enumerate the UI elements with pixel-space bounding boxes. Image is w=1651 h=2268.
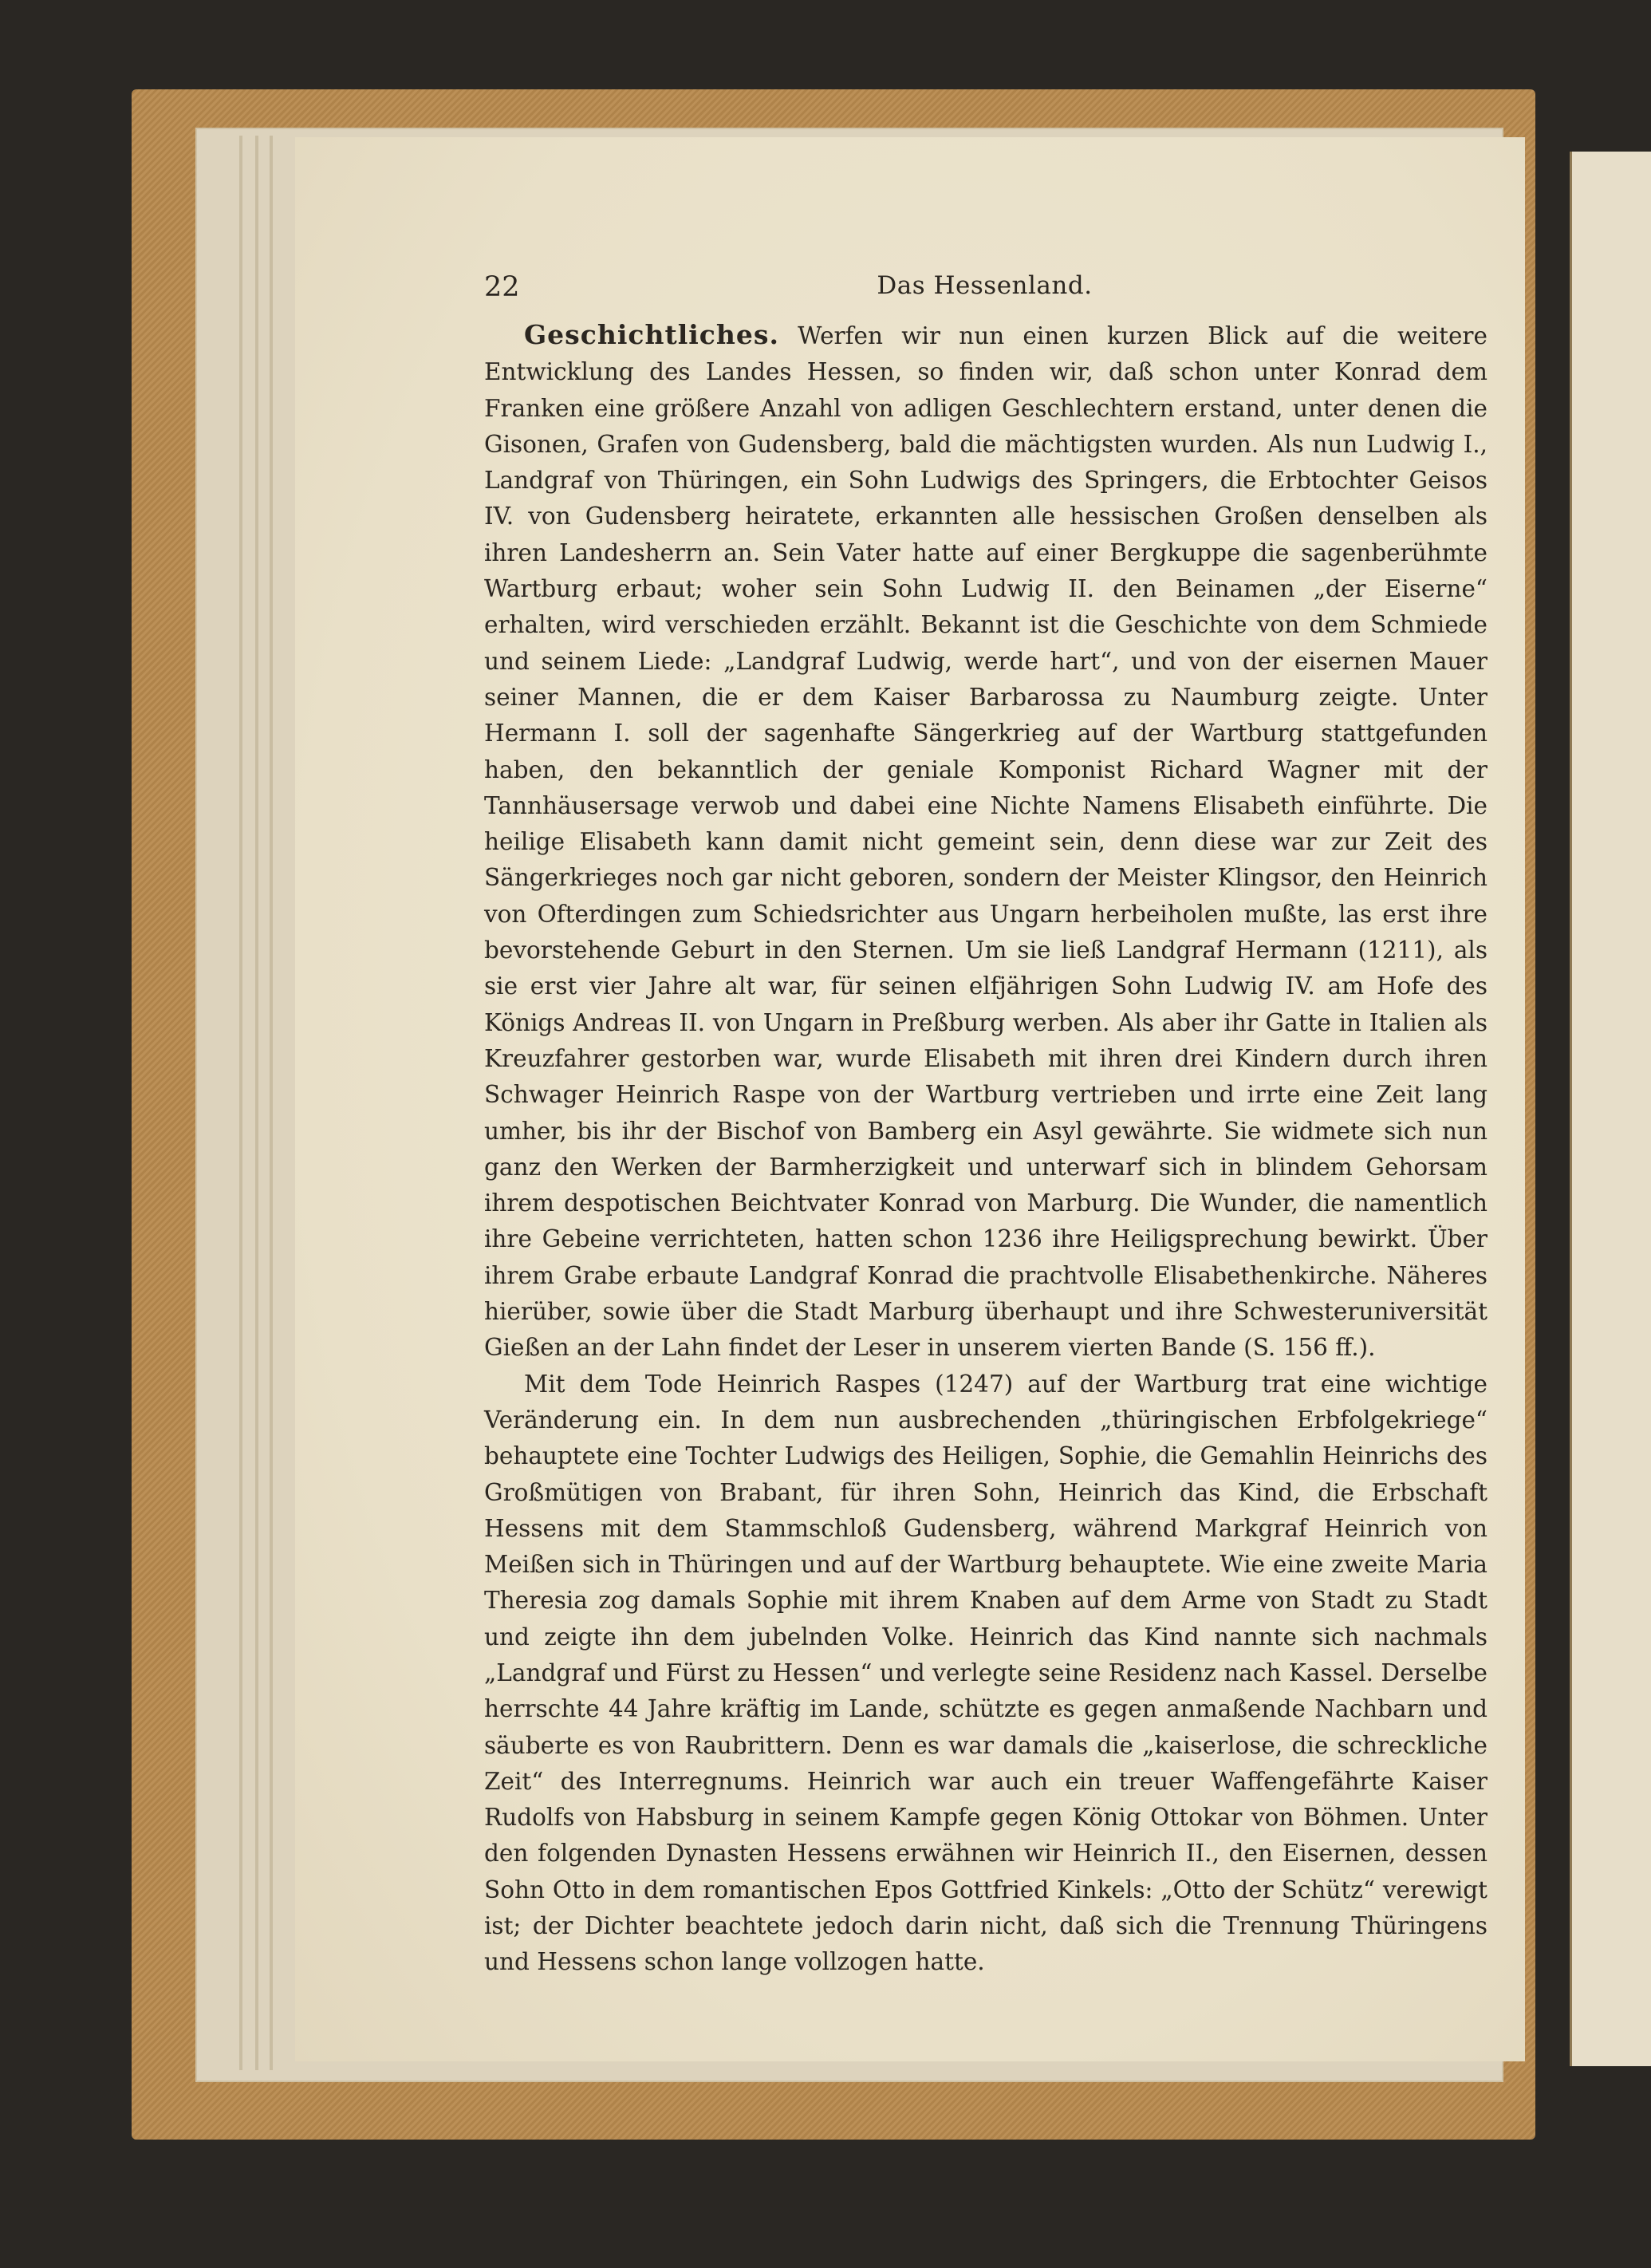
page-edge-line [239, 136, 242, 2070]
page-number: 22 [484, 271, 520, 303]
page-header [484, 271, 1485, 310]
body-text [484, 317, 1487, 1981]
page-edge-line [270, 136, 273, 2070]
paragraph-1-text: Werfen wir nun einen kurzen Blick auf die weitere Entwicklung des Landes Hessen, so finden wir, daß schon unter Konrad dem Franken eine größere Anzahl von adligen Geschlechtern erstand, unter denen die Gisonen, Grafen von Gudensberg, bald die mächtigsten wurden. Als nun Ludwig I., Landgraf von Thüringen, ein Sohn Ludwigs des Springers, die Erbtochter Geisos IV. von Gudensberg heiratete, erkannten alle hessischen Großen denselben als ihren Landesherrn an. Sein Vater hatte auf einer Bergkuppe die sagenberühmte Wartburg erbaut; woher sein Sohn Ludwig II. den Beinamen „der Eiserne“ erhalten, wird verschieden erzählt. Bekannt ist die Geschichte von dem Schmiede und seinem Liede: „Landgraf Ludwig, werde hart“, und von der eisernen Mauer seiner Mannen, die er dem Kaiser Barbarossa zu Naumburg zeigte. Unter Hermann I. soll der sagenhafte Sängerkrieg auf der Wartburg stattgefunden haben, den bekanntlich der geniale Komponist Richard Wagner mit der Tannhäusersage verwob und dabei eine Nichte Namens Elisabeth einführte. Die heilige Elisabeth kann damit nicht gemeint sein, denn diese war zur Zeit des Sängerkrieges noch gar nicht geboren, sondern der Meister Klingsor, den Heinrich von Ofterdingen zum Schiedsrichter aus Ungarn herbeiholen mußte, las erst ihre bevorstehende Geburt in den Sternen. Um sie ließ Landgraf Hermann (1211), als sie erst vier Jahre alt war, für seinen elfjährigen Sohn Ludwig IV. am Hofe des Königs Andreas II. von Ungarn in Preßburg werben. Als aber ihr Gatte in Italien als Kreuzfahrer gestorben war, wurde Elisabeth mit ihren drei Kindern durch ihren Schwager Heinrich Raspe von der Wartburg vertrieben und irrte eine Zeit lang umher, bis ihr der Bischof von Bamberg ein Asyl gewährte. Sie widmete sich nun ganz den Werken der Barmherzigkeit und unterwarf sich in blindem Gehorsam ihrem despotischen Beichtvater Konrad von Marburg. Die Wunder, die namentlich ihre Gebeine verrichteten, hatten schon 1236 ihre Heiligsprechung bewirkt. Über ihrem Grabe erbaute Landgraf Konrad die prachtvolle Elisabethenkirche. Näheres hierüber, sowie über die Stadt Marburg überhaupt und ihre Schwesteruniversität Gießen an der Lahn findet der Leser in unserem vierten Bande (S. 156 ff.). [484, 322, 1487, 1362]
running-title: Das Hessenland. [877, 271, 1093, 300]
paragraph-2: Mit dem Tode Heinrich Raspes (1247) auf der Wartburg trat eine wichtige Veränderung ein. In dem nun ausbrechenden „thüringischen Erbfolgekriege“ behauptete eine Tochter Ludwigs des Heiligen, Sophie, die Gemahlin Heinrichs des Großmütigen von Brabant, für ihren Sohn, Heinrich das Kind, die Erbschaft Hessens mit dem Stammschloß Gudensberg, während Markgraf Heinrich von Meißen sich in Thüringen und auf der Wartburg behauptete. Wie eine zweite Maria Theresia zog damals Sophie mit ihrem Knaben auf dem Arme von Stadt zu Stadt und zeigte ihn dem jubelnden Volke. Heinrich das Kind nannte sich nachmals „Landgraf und Fürst zu Hessen“ und verlegte seine Residenz nach Kassel. Derselbe herrschte 44 Jahre kräftig im Lande, schützte es gegen anmaßende Nachbarn und säuberte es von Raubrittern. Denn es war damals die „kaiserlose, die schreckliche Zeit“ des Interregnums. Heinrich war auch ein treuer Waffengefährte Kaiser Rudolfs von Habsburg in seinem Kampfe gegen König Ottokar von Böhmen. Unter den folgenden Dynasten Hessens erwähnen wir Heinrich II., den Eisernen, dessen Sohn Otto in dem romantischen Epos Gottfried Kinkels: „Otto der Schütz“ verewigt ist; der Dichter beachtete jedoch darin nicht, daß sich die Trennung Thüringens und Hessens schon lange vollzogen hatte. [484, 1370, 1487, 1976]
page-edge-line [255, 136, 258, 2070]
paragraph-1 [484, 317, 1487, 1367]
section-heading: Geschichtliches. [524, 319, 779, 350]
book-page [295, 137, 1525, 2061]
facing-page-edge [1570, 152, 1651, 2066]
